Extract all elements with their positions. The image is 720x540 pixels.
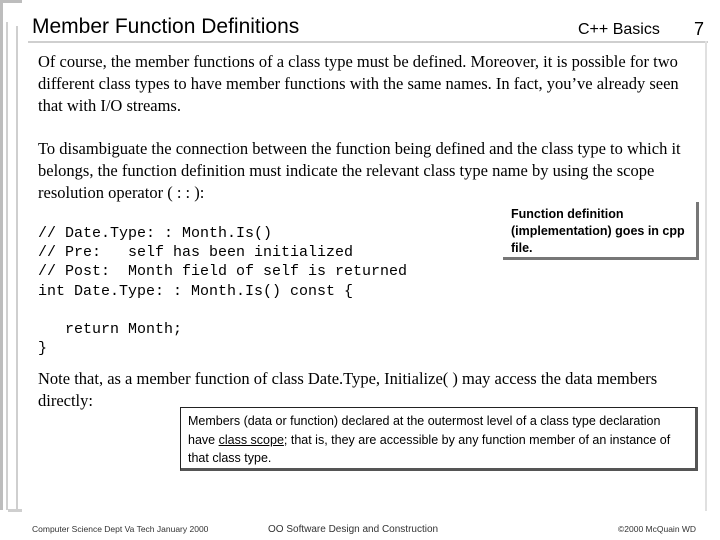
class-scope-term: class scope [218,432,284,447]
footer-copyright: ©2000 McQuain WD [618,524,697,534]
implementation-callout: Function definition (implementation) goes in cpp file. [503,202,699,260]
footer-course-title: OO Software Design and Construction [268,524,439,535]
note-paragraph: Note that, as a member function of class Date.Type, Initialize( ) may access the data members directly: [38,369,658,410]
class-scope-callout [180,407,698,471]
frame-left-bar [0,22,8,510]
code-example: // Date.Type: : Month.Is() // Pre: self has been initialized // Post: Month field of self is returned int Date.Type: : Month.Is() const { return Month; } [38,225,408,358]
callout-text-end: ; that is, they are accessible by any function member of an instance of that class type. [188,432,671,465]
frame-right-line [705,41,707,511]
footer-department: Computer Science Dept Va Tech January 2000 [32,524,209,534]
slide-title: Member Function Definitions [32,15,300,38]
scope-paragraph: To disambiguate the connection between the function being defined and the class type to which it belongs, the function definition must indicate the relevant class type name by using the scope resolution operator ( : : ): [38,139,681,202]
slide-header [22,12,712,42]
callout-text-start: Members (data or function) declared at the outermost level of a class type declaration have [188,414,661,447]
page-number: 7 [694,19,705,39]
course-name: C++ Basics [578,21,660,38]
frame-corner [0,0,22,22]
header-divider [28,41,708,43]
frame-left-bar-inner [16,26,20,510]
intro-paragraph: Of course, the member functions of a class type must be defined. Moreover, it is possible for two different class types to have member functions with the same names. In fact, you’ve already seen that with I/O streams. [38,52,679,115]
frame-bottom-tick [8,509,22,512]
